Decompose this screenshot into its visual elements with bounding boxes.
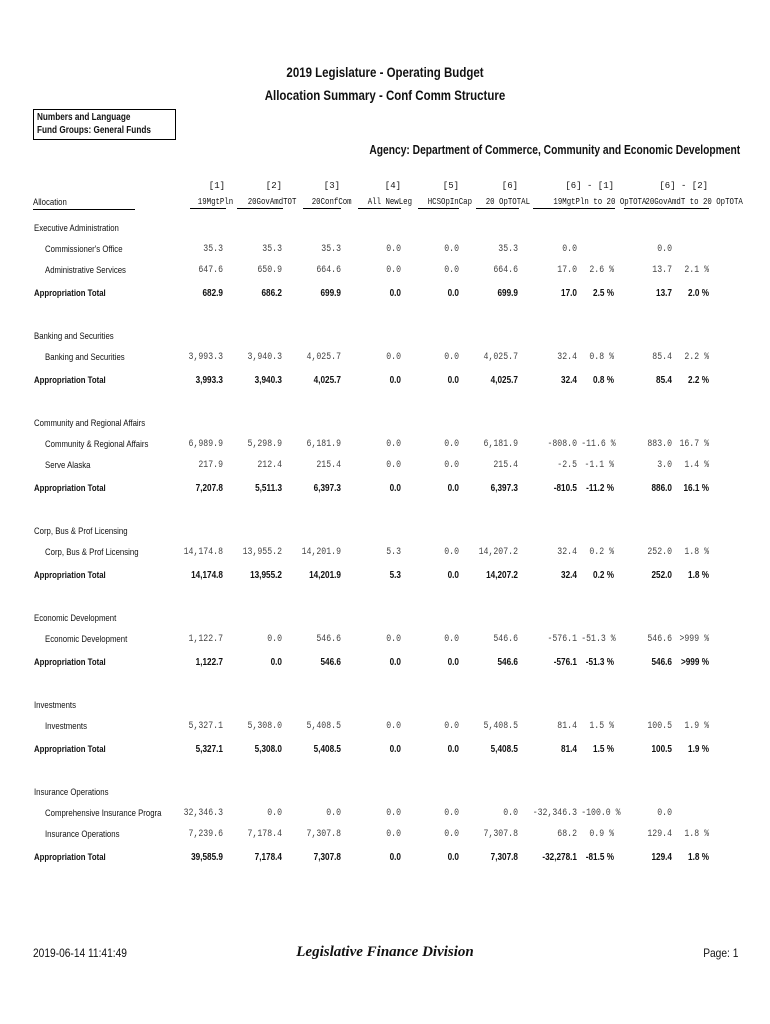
cell-col5: 0.0 <box>444 829 459 840</box>
cell-col1: 1,122.7 <box>195 657 223 668</box>
cell-col7: 32.4 <box>557 352 577 363</box>
cell-col1: 682.9 <box>202 288 223 299</box>
cell-col3: 5,408.5 <box>313 744 341 755</box>
cell-col8: -11.6 % <box>581 439 616 450</box>
appropriation-total-row <box>0 852 770 868</box>
cell-col3: 699.9 <box>320 288 341 299</box>
cell-col5: 0.0 <box>447 744 459 755</box>
cell-col8: -51.3 % <box>581 634 616 645</box>
cell-col1: 647.6 <box>198 265 223 276</box>
cell-col1: 5,327.1 <box>188 721 223 732</box>
cell-col4: 0.0 <box>386 460 401 471</box>
cell-col8: 2.6 % <box>589 265 614 276</box>
cell-col9: 100.5 <box>651 744 672 755</box>
col6-index: [6] <box>501 181 518 191</box>
table-row <box>0 721 770 737</box>
cell-col10: 1.9 % <box>684 721 709 732</box>
cell-col4: 5.3 <box>386 547 401 558</box>
cell-col6: 14,207.2 <box>486 570 518 581</box>
cell-col3: 14,201.9 <box>309 570 341 581</box>
cell-col2: 13,955.2 <box>250 570 282 581</box>
cell-col1: 35.3 <box>203 244 223 255</box>
allocation-label: Corp, Bus & Prof Licensing <box>45 547 139 558</box>
cell-col3: 215.4 <box>316 460 341 471</box>
cell-col9: 129.4 <box>651 852 672 863</box>
section-header-row <box>0 418 770 434</box>
cell-col2: 7,178.4 <box>247 829 282 840</box>
cell-col7: 17.0 <box>557 265 577 276</box>
table-row <box>0 352 770 368</box>
section-label: Community and Regional Affairs <box>34 418 146 429</box>
cell-col4: 0.0 <box>386 829 401 840</box>
section-label: Insurance Operations <box>34 787 109 798</box>
cell-col2: 5,308.0 <box>254 744 282 755</box>
cell-col5: 0.0 <box>444 547 459 558</box>
cell-col6: 7,307.8 <box>490 852 518 863</box>
section-header-row <box>0 787 770 803</box>
cell-col4: 0.0 <box>389 375 401 386</box>
cell-col7: -32,346.3 <box>532 808 577 819</box>
cell-col7: 68.2 <box>557 829 577 840</box>
table-row <box>0 460 770 476</box>
col4-header: All NewLeg <box>358 197 401 209</box>
cell-col7: 0.0 <box>562 244 577 255</box>
table-row <box>0 547 770 563</box>
cell-col2: 5,308.0 <box>247 721 282 732</box>
cell-col5: 0.0 <box>444 460 459 471</box>
table-row <box>0 808 770 824</box>
cell-col8: 0.8 % <box>593 375 614 386</box>
cell-col5: 0.0 <box>447 570 459 581</box>
cell-col2: 686.2 <box>261 288 282 299</box>
cell-col5: 0.0 <box>444 721 459 732</box>
cell-col2: 0.0 <box>270 657 282 668</box>
allocation-label: Community & Regional Affairs <box>45 439 149 450</box>
col7-header: 19MgtPln to 20 OpTOTA <box>533 197 615 209</box>
cell-col8: -51.3 % <box>585 657 614 668</box>
cell-col6: 215.4 <box>493 460 518 471</box>
cell-col10: 2.2 % <box>684 352 709 363</box>
cell-col8: -100.0 % <box>581 808 621 819</box>
cell-col9: 252.0 <box>651 570 672 581</box>
cell-col10: 2.2 % <box>688 375 709 386</box>
table-row <box>0 244 770 260</box>
table-row <box>0 829 770 845</box>
col8-index: [6] - [2] <box>659 181 708 191</box>
section-label: Executive Administration <box>34 223 119 234</box>
report-subtitle: Allocation Summary - Conf Comm Structure <box>264 87 506 103</box>
section-label: Economic Development <box>34 613 117 624</box>
cell-col6: 664.6 <box>493 265 518 276</box>
cell-col4: 0.0 <box>386 439 401 450</box>
col3-header: 20ConfCom <box>303 197 341 209</box>
cell-col3: 5,408.5 <box>306 721 341 732</box>
section-header-row <box>0 526 770 542</box>
cell-col5: 0.0 <box>447 375 459 386</box>
cell-col9: 0.0 <box>657 244 672 255</box>
cell-col9: 883.0 <box>647 439 672 450</box>
cell-col1: 5,327.1 <box>195 744 223 755</box>
cell-col10: >999 % <box>679 634 709 645</box>
cell-col4: 0.0 <box>389 288 401 299</box>
cell-col10: 1.8 % <box>688 570 709 581</box>
cell-col2: 212.4 <box>257 460 282 471</box>
cell-col9: 13.7 <box>652 265 672 276</box>
cell-col9: 13.7 <box>656 288 672 299</box>
col8-header: 20GovAmdT to 20 OpTOTA <box>624 197 709 209</box>
cell-col4: 0.0 <box>386 634 401 645</box>
appropriation-total-row <box>0 657 770 673</box>
cell-col4: 0.0 <box>386 265 401 276</box>
cell-col3: 0.0 <box>326 808 341 819</box>
col4-index: [4] <box>384 181 401 191</box>
cell-col8: 0.9 % <box>589 829 614 840</box>
cell-col6: 35.3 <box>498 244 518 255</box>
total-label: Appropriation Total <box>34 570 106 581</box>
cell-col10: >999 % <box>680 657 709 668</box>
footer-page-number: Page: 1 <box>702 946 738 960</box>
col7-index: [6] - [1] <box>565 181 614 191</box>
cell-col3: 7,307.8 <box>313 852 341 863</box>
appropriation-total-row <box>0 744 770 760</box>
cell-col7: -2.5 <box>557 460 577 471</box>
col-allocation-header: Allocation <box>33 197 135 210</box>
cell-col5: 0.0 <box>444 808 459 819</box>
col2-index: [2] <box>265 181 282 191</box>
cell-col7: -808.0 <box>547 439 577 450</box>
cell-col3: 6,181.9 <box>306 439 341 450</box>
cell-col10: 16.7 % <box>679 439 709 450</box>
cell-col3: 4,025.7 <box>313 375 341 386</box>
cell-col3: 546.6 <box>316 634 341 645</box>
cell-col6: 14,207.2 <box>478 547 518 558</box>
cell-col4: 5.3 <box>389 570 401 581</box>
cell-col10: 2.1 % <box>684 265 709 276</box>
table-row <box>0 634 770 650</box>
cell-col9: 0.0 <box>657 808 672 819</box>
cell-col8: -11.2 % <box>586 483 614 494</box>
cell-col2: 35.3 <box>262 244 282 255</box>
cell-col10: 1.4 % <box>684 460 709 471</box>
cell-col6: 0.0 <box>503 808 518 819</box>
allocation-label: Administrative Services <box>45 265 126 276</box>
cell-col3: 4,025.7 <box>306 352 341 363</box>
cell-col6: 4,025.7 <box>483 352 518 363</box>
section-header-row <box>0 700 770 716</box>
table-row <box>0 265 770 281</box>
cell-col1: 3,993.3 <box>195 375 223 386</box>
cell-col10: 16.1 % <box>683 483 709 494</box>
cell-col1: 14,174.8 <box>191 570 223 581</box>
agency-heading: Agency: Department of Commerce, Community and Economic Development <box>369 143 740 157</box>
section-header-row <box>0 223 770 239</box>
allocation-label: Insurance Operations <box>45 829 120 840</box>
allocation-label: Comprehensive Insurance Progra <box>45 808 162 819</box>
total-label: Appropriation Total <box>34 288 106 299</box>
cell-col3: 7,307.8 <box>306 829 341 840</box>
col1-header: 19MgtPln <box>190 197 226 209</box>
cell-col8: -1.1 % <box>584 460 614 471</box>
parameters-box <box>33 109 176 140</box>
appropriation-total-row <box>0 570 770 586</box>
cell-col10: 2.0 % <box>688 288 709 299</box>
cell-col5: 0.0 <box>447 288 459 299</box>
cell-col4: 0.0 <box>389 852 401 863</box>
cell-col6: 5,408.5 <box>490 744 518 755</box>
cell-col5: 0.0 <box>444 439 459 450</box>
cell-col7: 32.4 <box>557 547 577 558</box>
cell-col9: 3.0 <box>657 460 672 471</box>
cell-col7: -32,278.1 <box>542 852 577 863</box>
cell-col8: 1.5 % <box>593 744 614 755</box>
cell-col3: 14,201.9 <box>301 547 341 558</box>
cell-col10: 1.9 % <box>688 744 709 755</box>
total-label: Appropriation Total <box>34 852 106 863</box>
total-label: Appropriation Total <box>34 744 106 755</box>
col3-index: [3] <box>323 181 340 191</box>
cell-col1: 14,174.8 <box>183 547 223 558</box>
cell-col2: 3,940.3 <box>247 352 282 363</box>
cell-col9: 252.0 <box>647 547 672 558</box>
cell-col8: 1.5 % <box>589 721 614 732</box>
footer-division: Legislative Finance Division <box>296 944 474 960</box>
cell-col3: 664.6 <box>316 265 341 276</box>
col5-header: HCSOpInCap <box>418 197 459 209</box>
cell-col1: 7,239.6 <box>188 829 223 840</box>
cell-col7: -576.1 <box>547 634 577 645</box>
cell-col1: 7,207.8 <box>195 483 223 494</box>
cell-col9: 886.0 <box>651 483 672 494</box>
cell-col9: 85.4 <box>656 375 672 386</box>
cell-col8: -81.5 % <box>585 852 614 863</box>
cell-col2: 3,940.3 <box>254 375 282 386</box>
fund-groups-label: Fund Groups: General Funds <box>37 125 151 136</box>
cell-col5: 0.0 <box>447 657 459 668</box>
cell-col9: 546.6 <box>651 657 672 668</box>
cell-col2: 13,955.2 <box>242 547 282 558</box>
cell-col1: 3,993.3 <box>188 352 223 363</box>
cell-col9: 546.6 <box>647 634 672 645</box>
appropriation-total-row <box>0 288 770 304</box>
cell-col5: 0.0 <box>444 352 459 363</box>
allocation-label: Commissioner's Office <box>45 244 123 255</box>
cell-col5: 0.0 <box>444 244 459 255</box>
cell-col4: 0.0 <box>386 244 401 255</box>
cell-col9: 100.5 <box>647 721 672 732</box>
cell-col5: 0.0 <box>447 483 459 494</box>
cell-col8: 0.2 % <box>593 570 614 581</box>
cell-col3: 546.6 <box>320 657 341 668</box>
allocation-label: Banking and Securities <box>45 352 125 363</box>
cell-col2: 5,298.9 <box>247 439 282 450</box>
col1-index: [1] <box>208 181 225 191</box>
numbers-language-label: Numbers and Language <box>37 112 131 123</box>
appropriation-total-row <box>0 483 770 499</box>
cell-col4: 0.0 <box>389 657 401 668</box>
cell-col8: 2.5 % <box>593 288 614 299</box>
section-header-row <box>0 613 770 629</box>
cell-col10: 1.8 % <box>684 547 709 558</box>
cell-col5: 0.0 <box>447 852 459 863</box>
cell-col5: 0.0 <box>444 634 459 645</box>
cell-col7: 17.0 <box>561 288 577 299</box>
cell-col2: 7,178.4 <box>254 852 282 863</box>
cell-col8: 0.2 % <box>589 547 614 558</box>
total-label: Appropriation Total <box>34 375 106 386</box>
cell-col7: -810.5 <box>553 483 577 494</box>
cell-col5: 0.0 <box>444 265 459 276</box>
col5-index: [5] <box>442 181 459 191</box>
section-label: Corp, Bus & Prof Licensing <box>34 526 128 537</box>
cell-col6: 5,408.5 <box>483 721 518 732</box>
total-label: Appropriation Total <box>34 483 106 494</box>
cell-col8: 0.8 % <box>589 352 614 363</box>
allocation-label: Economic Development <box>45 634 128 645</box>
cell-col3: 6,397.3 <box>313 483 341 494</box>
footer-timestamp: 2019-06-14 11:41:49 <box>33 946 127 960</box>
cell-col9: 85.4 <box>652 352 672 363</box>
cell-col7: 81.4 <box>561 744 577 755</box>
table-row <box>0 439 770 455</box>
col6-header: 20 OpTOTAL <box>476 197 519 209</box>
cell-col1: 39,585.9 <box>191 852 223 863</box>
cell-col4: 0.0 <box>389 744 401 755</box>
cell-col6: 6,397.3 <box>490 483 518 494</box>
cell-col9: 129.4 <box>647 829 672 840</box>
cell-col6: 7,307.8 <box>483 829 518 840</box>
cell-col2: 5,511.3 <box>255 483 282 494</box>
cell-col3: 35.3 <box>321 244 341 255</box>
cell-col1: 217.9 <box>198 460 223 471</box>
report-title: 2019 Legislature - Operating Budget <box>286 64 484 80</box>
cell-col6: 546.6 <box>497 657 518 668</box>
col2-header: 20GovAmdTOT <box>237 197 283 209</box>
cell-col10: 1.8 % <box>684 829 709 840</box>
cell-col1: 32,346.3 <box>183 808 223 819</box>
cell-col2: 650.9 <box>257 265 282 276</box>
section-label: Banking and Securities <box>34 331 114 342</box>
cell-col6: 699.9 <box>497 288 518 299</box>
cell-col4: 0.0 <box>386 721 401 732</box>
cell-col4: 0.0 <box>386 352 401 363</box>
allocation-label: Serve Alaska <box>45 460 91 471</box>
appropriation-total-row <box>0 375 770 391</box>
cell-col7: 32.4 <box>561 375 577 386</box>
cell-col6: 546.6 <box>493 634 518 645</box>
cell-col2: 0.0 <box>267 808 282 819</box>
cell-col6: 4,025.7 <box>490 375 518 386</box>
cell-col7: -576.1 <box>553 657 577 668</box>
cell-col1: 1,122.7 <box>188 634 223 645</box>
section-header-row <box>0 331 770 347</box>
cell-col4: 0.0 <box>386 808 401 819</box>
section-label: Investments <box>34 700 76 711</box>
cell-col4: 0.0 <box>389 483 401 494</box>
allocation-label: Investments <box>45 721 87 732</box>
cell-col10: 1.8 % <box>688 852 709 863</box>
cell-col2: 0.0 <box>267 634 282 645</box>
cell-col6: 6,181.9 <box>483 439 518 450</box>
cell-col7: 32.4 <box>561 570 577 581</box>
total-label: Appropriation Total <box>34 657 106 668</box>
cell-col7: 81.4 <box>557 721 577 732</box>
cell-col1: 6,989.9 <box>188 439 223 450</box>
